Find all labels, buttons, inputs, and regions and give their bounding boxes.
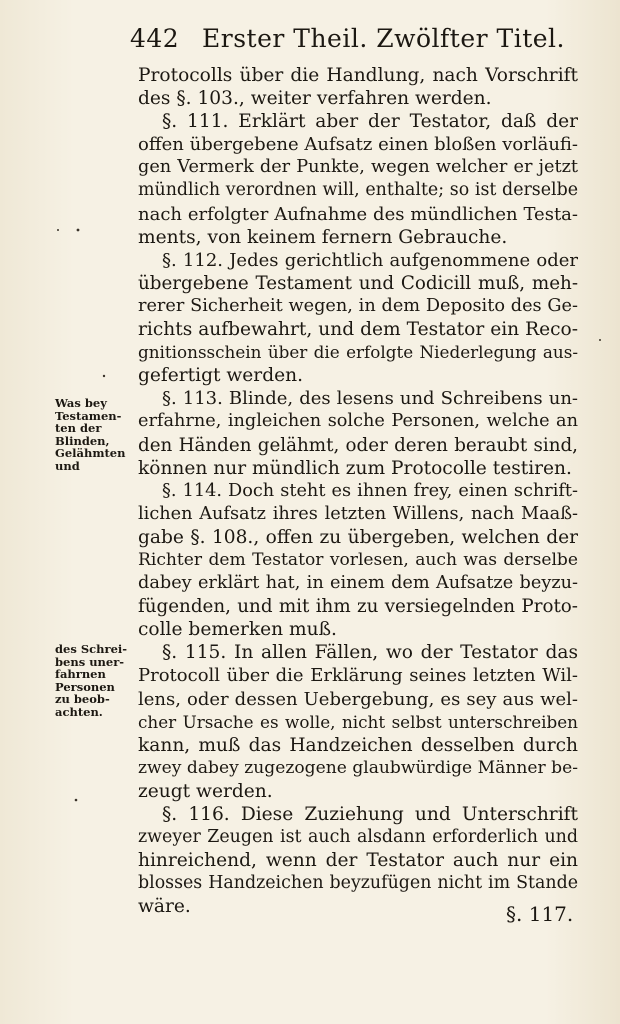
text-line: §. 112. Jedes gerichtlich aufgenommene oder (162, 249, 578, 271)
text-line: gefertigt werden. (138, 365, 303, 387)
margin-note-line: und (55, 458, 80, 473)
margin-note-line: Was bey (55, 396, 107, 410)
text-line: wäre. (138, 896, 191, 918)
margin-note-line: fahrnen (55, 667, 106, 682)
page-number: 442 (130, 24, 180, 53)
text-line: cher Ursache es wolle, nicht selbst unterschreiben (138, 711, 578, 732)
margin-note-line: Personen (55, 679, 115, 694)
text-line: gnitionsschein über die erfolgte Niederlegung aus- (138, 342, 578, 363)
text-line: kann, muß das Handzeichen desselben durch (138, 734, 578, 756)
margin-note-line: Testamen- (55, 408, 122, 423)
body-text (138, 64, 578, 918)
text-line: den Händen gelähmt, oder deren beraubt sind, (138, 434, 578, 456)
text-line: übergebene Testament und Codicill muß, meh- (138, 272, 578, 294)
catchword: §. 117. (506, 902, 574, 926)
text-line: Richter dem Testator vorlesen, auch was derselbe (138, 549, 578, 570)
margin-note-line: ten der (55, 421, 102, 436)
text-line: zeugt werden. (138, 780, 273, 802)
margin-note-line: des Schrei- (55, 642, 128, 656)
margin-note-line: zu beob- (55, 692, 110, 707)
margin-note-line: Blinden, (55, 433, 110, 448)
text-line: ments, von keinem fernern Gebrauche. (138, 226, 508, 248)
margin-note (55, 397, 135, 473)
text-line: fügenden, und mit ihm zu versiegelnden Proto- (138, 596, 578, 618)
text-line: Protocoll über die Erklärung seines letzten Wil- (138, 665, 578, 687)
text-line: können nur mündlich zum Protocolle testiren. (138, 457, 572, 479)
running-title: Erster Theil. Zwölfter Titel. (202, 24, 565, 53)
text-line: gabe §. 108., offen zu übergeben, welchen der (138, 526, 578, 548)
text-line: §. 111. Erklärt aber der Testator, daß der (162, 111, 578, 133)
text-line: zweyer Zeugen ist auch alsdann erforderlich und (138, 827, 578, 848)
text-line: §. 114. Doch steht es ihnen frey, einen schrift- (162, 480, 578, 501)
text-line: §. 115. In allen Fällen, wo der Testator das (162, 642, 578, 664)
text-line: offen übergebene Aufsatz einen bloßen vorläufi- (138, 134, 578, 156)
text-line: colle bemerken muß. (138, 619, 337, 641)
text-line: §. 116. Diese Zuziehung und Unterschrift (162, 804, 578, 825)
margin-note-line: bens uner- (55, 654, 125, 669)
text-line: erfahrne, ingleichen solche Personen, welche an (138, 411, 578, 432)
margin-note-line: achten. (55, 704, 103, 719)
text-line: dabey erklärt hat, in einem dem Aufsatze beyzu- (138, 573, 578, 594)
text-line: rerer Sicherheit wegen, in dem Deposito des Ge- (138, 295, 578, 316)
text-line: des §. 103., weiter verfahren werden. (138, 88, 492, 110)
text-line: §. 113. Blinde, des lesens und Schreibens un- (162, 388, 578, 410)
margin-note (55, 643, 135, 719)
margin-note-line: Gelähmten (55, 446, 126, 461)
text-line: richts aufbewahrt, und dem Testator ein Reco- (138, 319, 578, 341)
text-line: hinreichend, wenn der Testator auch nur ein (138, 850, 578, 872)
text-line: lens, oder dessen Uebergebung, es sey aus wel- (138, 688, 578, 710)
text-line: mündlich verordnen will, enthalte; so ist derselbe (138, 180, 578, 201)
text-line: nach erfolgter Aufnahme des mündlichen Testa- (138, 203, 578, 225)
text-line: Protocolls über die Handlung, nach Vorschrift (138, 65, 578, 86)
text-line: blosses Handzeichen beyzufügen nicht im Stande (138, 873, 578, 894)
text-line: zwey dabey zugezogene glaubwürdige Männer be- (138, 757, 578, 778)
page-header (130, 22, 570, 56)
text-line: gen Vermerk der Punkte, wegen welcher er jetzt (138, 157, 578, 178)
text-line: lichen Aufsatz ihres letzten Willens, nach Maaß- (138, 503, 578, 524)
